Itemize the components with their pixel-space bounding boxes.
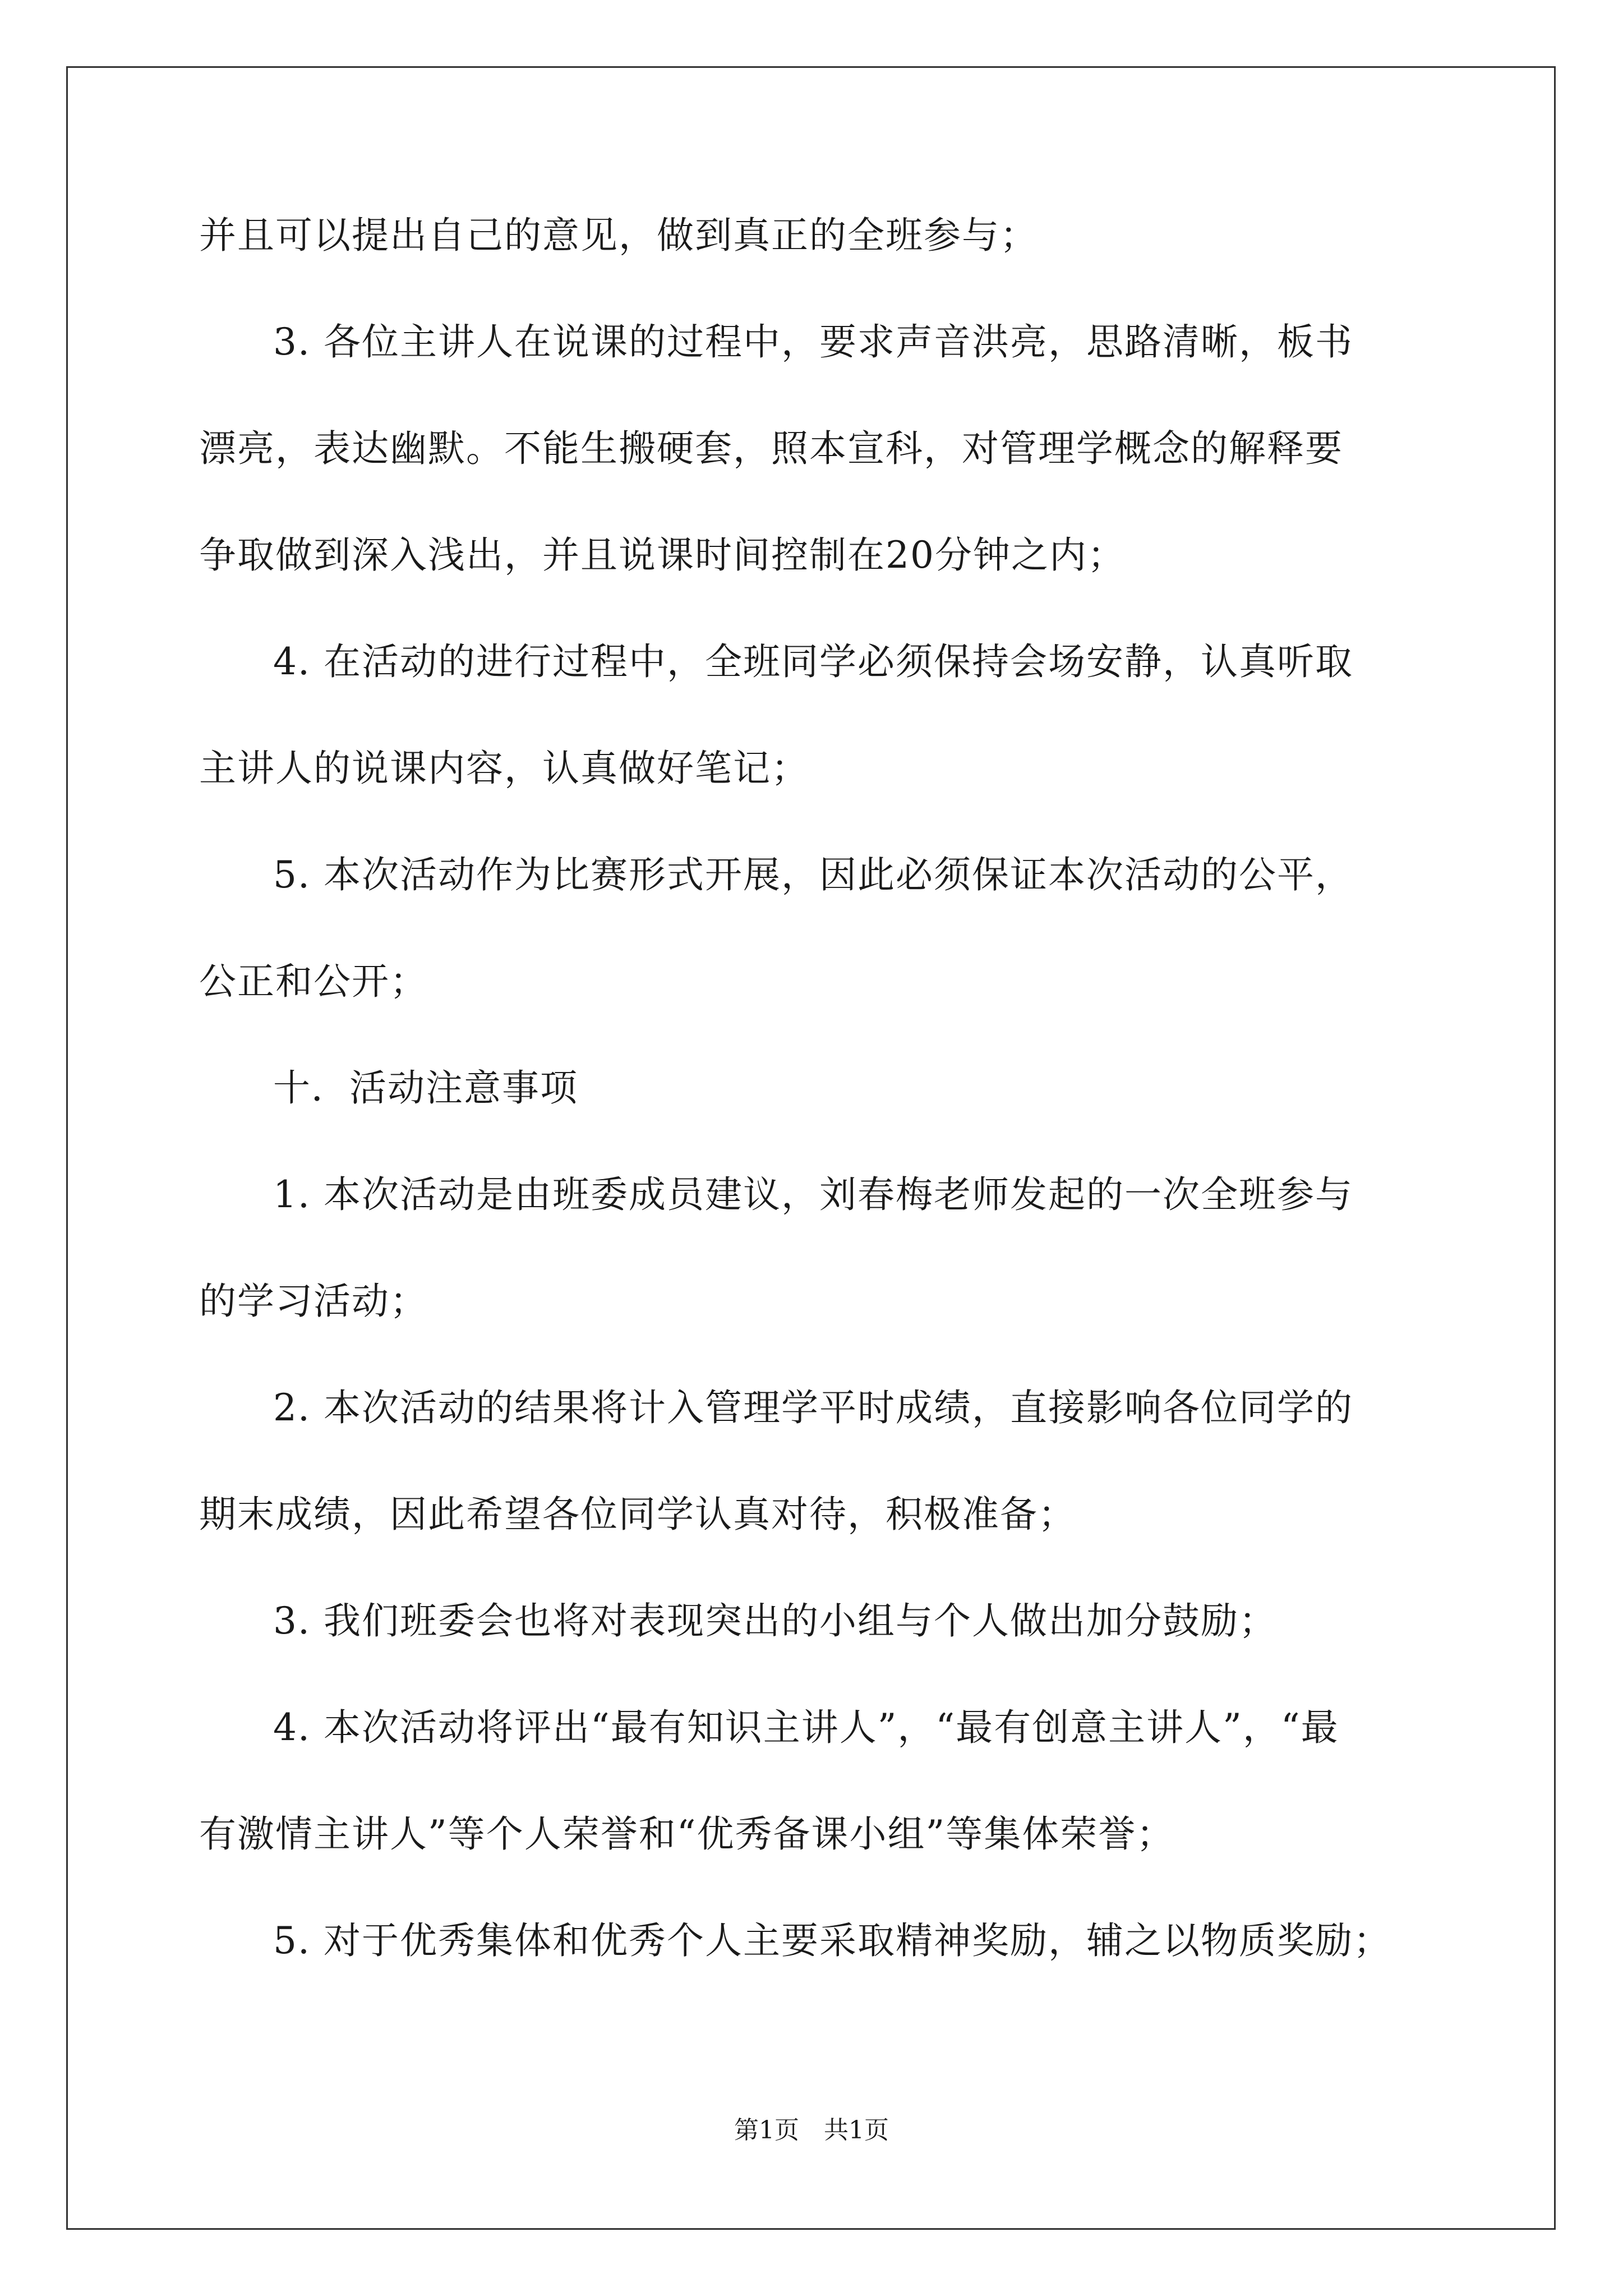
text-line-17: 5. 对于优秀集体和优秀个人主要采取精神奖励，辅之以物质奖励； bbox=[273, 1919, 1391, 1962]
text-line-14: 3. 我们班委会也将对表现突出的小组与个人做出加分鼓励； bbox=[273, 1599, 1277, 1642]
text-line-1: 并且可以提出自己的意见，做到真正的全班参与； bbox=[199, 214, 1038, 257]
text-line-2: 3. 各位主讲人在说课的过程中，要求声音洪亮，思路清晰，板书 bbox=[273, 320, 1353, 364]
text-line-12: 2. 本次活动的结果将计入管理学平时成绩，直接影响各位同学的 bbox=[273, 1386, 1353, 1429]
text-line-11: 的学习活动； bbox=[199, 1280, 428, 1323]
document-body bbox=[199, 213, 1433, 2025]
text-line-6: 主讲人的说课内容，认真做好笔记； bbox=[199, 747, 809, 790]
text-line-5: 4. 在活动的进行过程中，全班同学必须保持会场安静，认真听取 bbox=[273, 640, 1353, 683]
text-line-4: 争取做到深入浅出，并且说课时间控制在20分钟之内； bbox=[199, 533, 1126, 577]
text-line-8: 公正和公开； bbox=[199, 960, 428, 1003]
text-line-3: 漂亮，表达幽默。不能生搬硬套，照本宣科，对管理学概念的解释要 bbox=[199, 427, 1343, 470]
text-line-16: 有激情主讲人”等个人荣誉和“优秀备课小组”等集体荣誉； bbox=[199, 1812, 1175, 1856]
section-heading: 十．活动注意事项 bbox=[273, 1066, 578, 1110]
text-line-15: 4. 本次活动将评出“最有知识主讲人”，“最有创意主讲人”，“最 bbox=[273, 1706, 1339, 1749]
text-line-13: 期末成绩，因此希望各位同学认真对待，积极准备； bbox=[199, 1493, 1076, 1536]
text-line-10: 1. 本次活动是由班委成员建议，刘春梅老师发起的一次全班参与 bbox=[273, 1173, 1353, 1216]
text-line-7: 5. 本次活动作为比赛形式开展，因此必须保证本次活动的公平， bbox=[273, 853, 1353, 896]
page-footer: 第1页 共1页 bbox=[734, 2116, 889, 2145]
